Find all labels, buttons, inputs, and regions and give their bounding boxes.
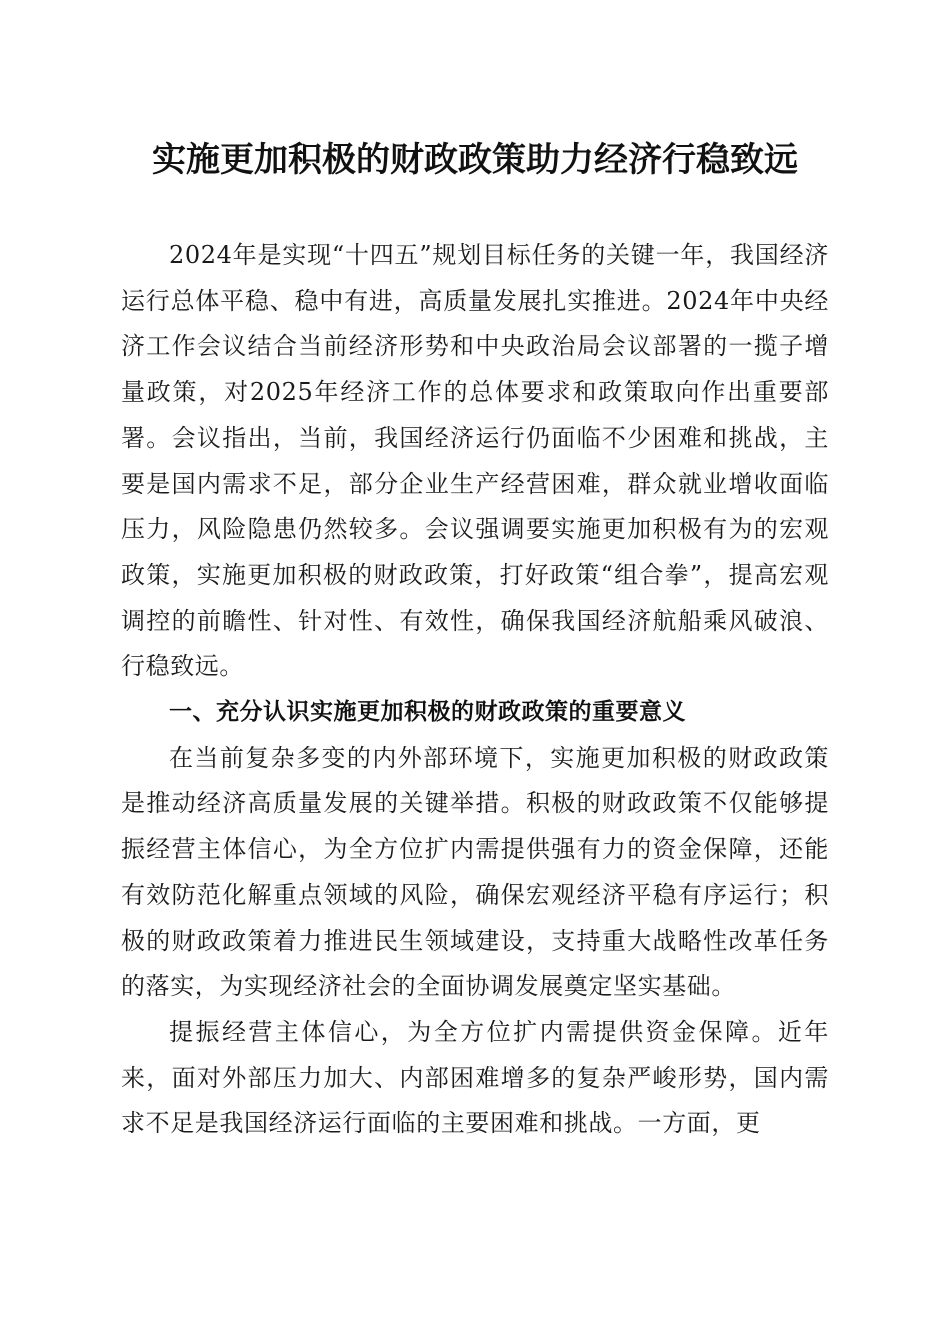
section-paragraph: 提振经营主体信心，为全方位扩内需提供资金保障。近年来，面对外部压力加大、内部困难增多的复杂严峻形势，国内需求不足是我国经济运行面临的主要困难和挑战。一方面，更 bbox=[121, 1017, 829, 1138]
section-paragraph: 在当前复杂多变的内外部环境下，实施更加积极的财政政策是推动经济高质量发展的关键举措。积极的财政政策不仅能够提振经营主体信心，为全方位扩内需提供强有力的资金保障，还能有效防范化解重点领域的风险，确保宏观经济平稳有序运行；积极的财政政策着力推进民生领域建设，支持重大战略性改革任务的落实，为实现经济社会的全面协调发展奠定坚实基础。 bbox=[121, 743, 829, 1001]
intro-paragraph: 2024年是实现“十四五”规划目标任务的关键一年，我国经济运行总体平稳、稳中有进，高质量发展扎实推进。2024年中央经济工作会议结合当前经济形势和中央政治局会议部署的一揽子增量政策，对2025年经济工作的总体要求和政策取向作出重要部署。会议指出，当前，我国经济运行仍面临不少困难和挑战，主要是国内需求不足，部分企业生产经营困难，群众就业增收面临压力，风险隐患仍然较多。会议强调要实施更加积极有为的宏观政策，实施更加积极的财政政策，打好政策“组合拳”，提高宏观调控的前瞻性、针对性、有效性，确保我国经济航船乘风破浪、行稳致远。 bbox=[121, 241, 829, 681]
document-title: 实施更加积极的财政政策助力经济行稳致远 bbox=[152, 140, 798, 180]
document-body bbox=[121, 233, 829, 1147]
section-heading: 一、充分认识实施更加积极的财政政策的重要意义 bbox=[169, 699, 686, 726]
